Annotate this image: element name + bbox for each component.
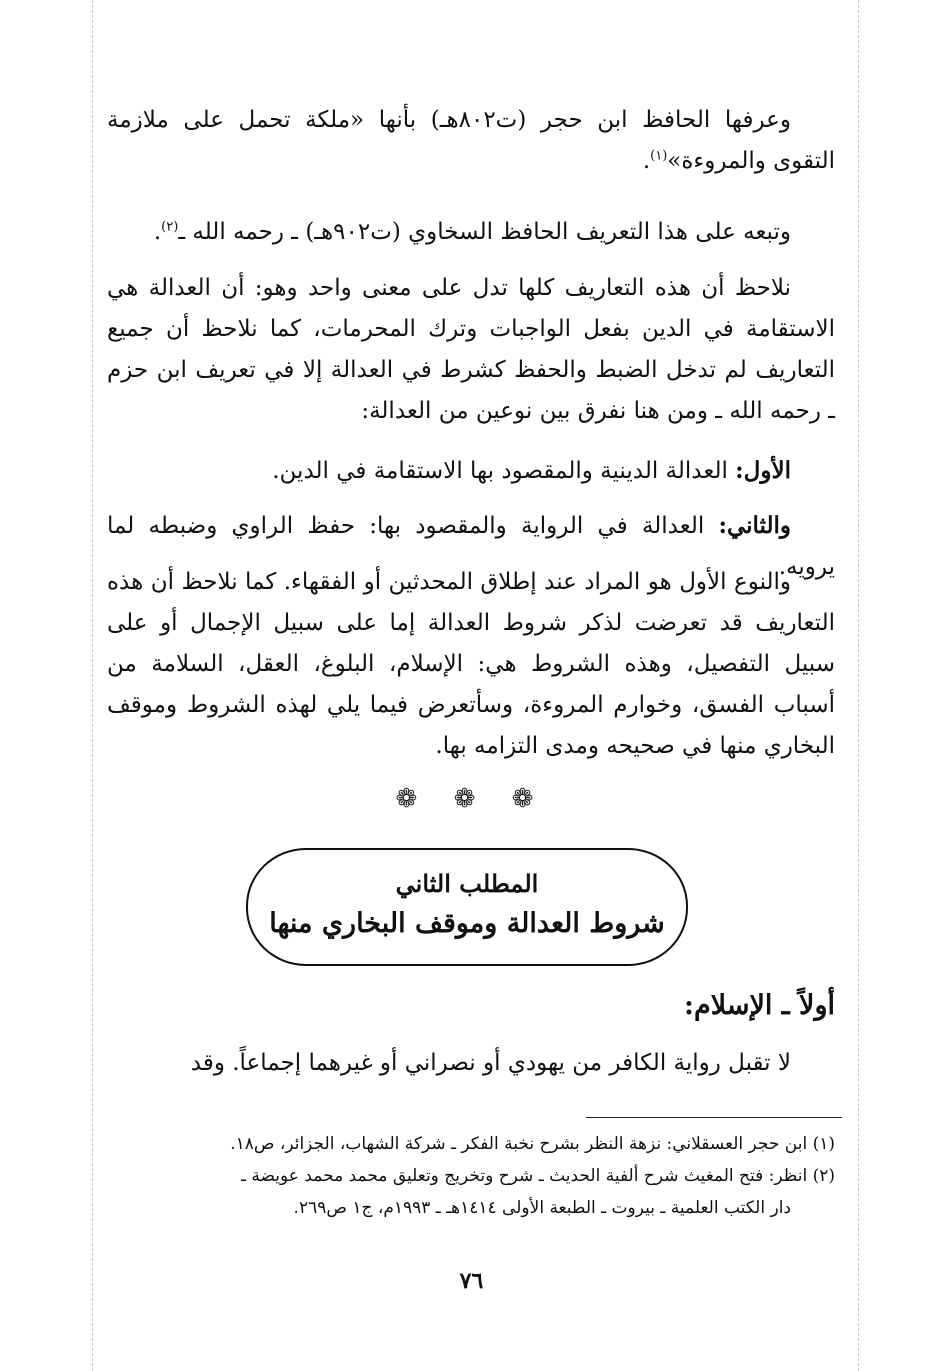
paragraph-islam [107, 1043, 835, 1084]
text-line: أن هذه التعاريف قد تعرضت لذكر شروط العدالة إما على سبيل الإجمال أو [107, 569, 835, 636]
item-label: والثاني: [718, 512, 791, 539]
text-line: العدالة الدينية والمقصود بها الاستقامة في الدين. [272, 458, 736, 484]
section-heading-box [246, 848, 688, 966]
footnote-2: (٢) انظر: فتح المغيث شرح ألفية الحديث ـ شرح وتخريج وتعليق محمد محمد عويضة ـ [241, 1166, 835, 1186]
text-line: من أسباب الفسق، وخوارم المروءة، وسأتعرض فيما يلي لهذه الشروط [107, 651, 836, 718]
text-line: التقوى والمروءة» [667, 148, 835, 174]
text-line: العدالة في الرواية والمقصود بها: حفظ الراوي وضبطه لما يرويه. [107, 513, 835, 580]
paragraph-observation [107, 268, 835, 432]
item-label: الأول: [735, 457, 791, 484]
footnote-2-continued: دار الكتب العلمية ـ بيروت ـ الطبعة الأولى ١٤١٤هـ ـ ١٩٩٣م، ج١ ص٢٦٩. [293, 1198, 791, 1218]
page-number: ٧٦ [459, 1268, 484, 1294]
footnote-ref: (١) [650, 148, 668, 164]
footnotes [107, 1128, 835, 1224]
text-line: وعرفها الحافظ ابن حجر (ت٨٠٢هـ) بأنها «ملكة تحمل على ملازمة [107, 107, 791, 133]
period: . [642, 148, 651, 174]
paragraph-first-type [107, 450, 835, 492]
scan-guide-line [92, 0, 93, 1371]
section-title: المطلب الثاني [395, 869, 539, 898]
text-line: على سبيل التفصيل، وهذه الشروط هي: الإسلام، البلوغ، العقل، السلامة [107, 610, 836, 677]
text-line: ابن حزم ـ رحمه الله ـ ومن هنا نفرق بين نوعين من العدالة: [107, 357, 835, 424]
text-line: جميع التعاريف لم تدخل الضبط والحفظ كشرط في العدالة إلا في تعريف [107, 316, 836, 383]
text-line: هي الاستقامة في الدين بفعل الواجبات وترك المحرمات، كما نلاحظ أن [107, 275, 836, 342]
footnote-ref: (٢) [161, 219, 179, 235]
footnote-divider [586, 1117, 842, 1118]
ornament-separator: ❁ ❁ ❁ [395, 784, 548, 814]
section-subtitle: شروط العدالة وموقف البخاري منها [269, 908, 665, 939]
text-line: والنوع الأول هو المراد عند إطلاق المحدثين أو الفقهاء. كما نلاحظ [181, 569, 792, 595]
text-line: وموقف البخاري منها في صحيحه ومدى التزامه بها. [107, 692, 835, 759]
paragraph-conditions [107, 562, 835, 767]
text-line: وتبعه على هذا التعريف الحافظ السخاوي (ت٩٠٢هـ) ـ رحمه الله ـ [178, 219, 791, 245]
scan-guide-line [858, 0, 859, 1371]
paragraph-sakhawi [107, 212, 835, 253]
footnote-1: (١) ابن حجر العسقلاني: نزهة النظر بشرح نخبة الفكر ـ شركة الشهاب، الجزائر، ص١٨. [230, 1134, 835, 1154]
subheading-islam: أولاً ـ الإسلام: [684, 990, 835, 1021]
period: . [153, 219, 162, 245]
text-line: لا تقبل رواية الكافر من يهودي أو نصراني أو غيرهما إجماعاً. وقد [190, 1050, 791, 1076]
text-line: نلاحظ أن هذه التعاريف كلها تدل على معنى واحد وهو: أن العدالة [148, 275, 792, 301]
paragraph-ibn-hajar [107, 100, 835, 182]
